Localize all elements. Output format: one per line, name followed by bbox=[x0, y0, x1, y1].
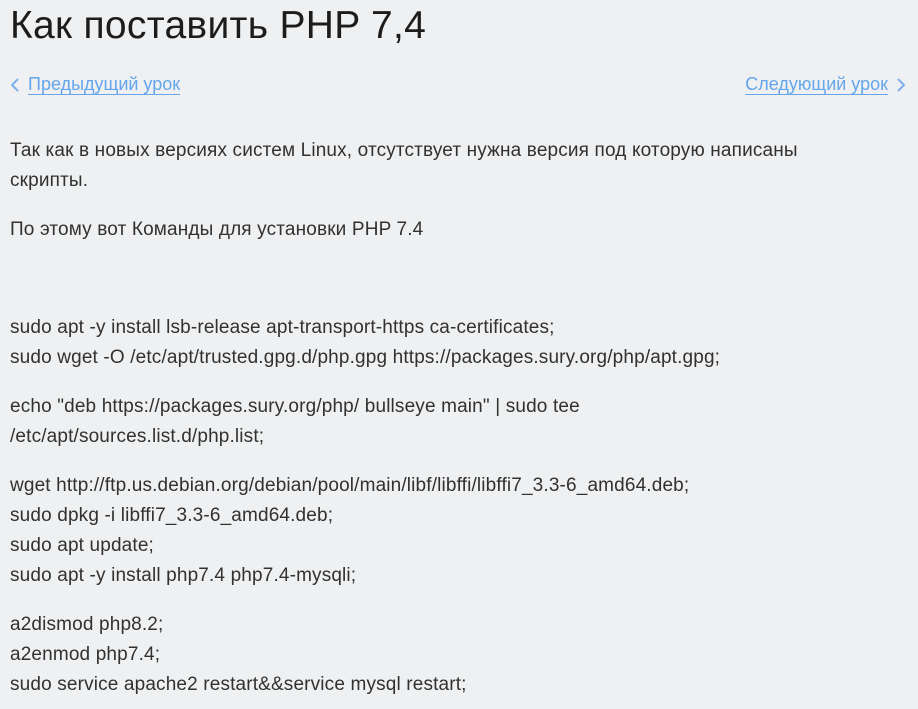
text-line: a2enmod php7.4; bbox=[10, 644, 161, 665]
text-line: sudo apt update; bbox=[10, 535, 154, 556]
text-line bbox=[10, 264, 906, 294]
paragraph bbox=[10, 610, 906, 700]
text-line: wget http://ftp.us.debian.org/debian/pool/main/libf/libffi/libffi7_3.3-6_amd64.deb; bbox=[10, 475, 690, 496]
chevron-left-icon bbox=[10, 78, 19, 92]
page-title: Как поставить PHP 7,4 bbox=[10, 4, 427, 47]
prev-lesson-link[interactable] bbox=[10, 74, 180, 95]
text-line: sudo wget -O /etc/apt/trusted.gpg.d/php.gpg https://packages.sury.org/php/apt.gpg; bbox=[10, 347, 721, 368]
paragraph bbox=[10, 392, 906, 452]
text-line: /etc/apt/sources.list.d/php.list; bbox=[10, 426, 265, 447]
text-line: По этому вот Команды для установки PHP 7.4 bbox=[10, 219, 424, 240]
text-line: Так как в новых версиях систем Linux, отсутствует нужна версия под которую написаны bbox=[10, 140, 798, 161]
lesson-page bbox=[0, 3, 918, 700]
prev-lesson-label: Предыдущий урок bbox=[28, 74, 181, 94]
text-line: sudo dpkg -i libffi7_3.3-6_amd64.deb; bbox=[10, 505, 334, 526]
paragraph bbox=[10, 215, 906, 245]
paragraph bbox=[10, 264, 906, 294]
text-line: скрипты. bbox=[10, 170, 89, 191]
text-line: echo "deb https://packages.sury.org/php/ bullseye main" | sudo tee bbox=[10, 396, 580, 417]
text-line: sudo apt -y install lsb-release apt-transport-https ca-certificates; bbox=[10, 317, 555, 338]
article bbox=[10, 136, 906, 700]
chevron-right-icon bbox=[897, 78, 906, 92]
lesson-nav bbox=[10, 74, 906, 95]
paragraph bbox=[10, 471, 906, 591]
next-lesson-link[interactable] bbox=[745, 74, 906, 95]
text-line: sudo apt -y install php7.4 php7.4-mysqli; bbox=[10, 565, 357, 586]
text-line: sudo service apache2 restart&&service mysql restart; bbox=[10, 674, 467, 695]
text-line: a2dismod php8.2; bbox=[10, 614, 164, 635]
paragraph bbox=[10, 313, 906, 373]
paragraph bbox=[10, 136, 906, 196]
next-lesson-label: Следующий урок bbox=[745, 74, 888, 94]
